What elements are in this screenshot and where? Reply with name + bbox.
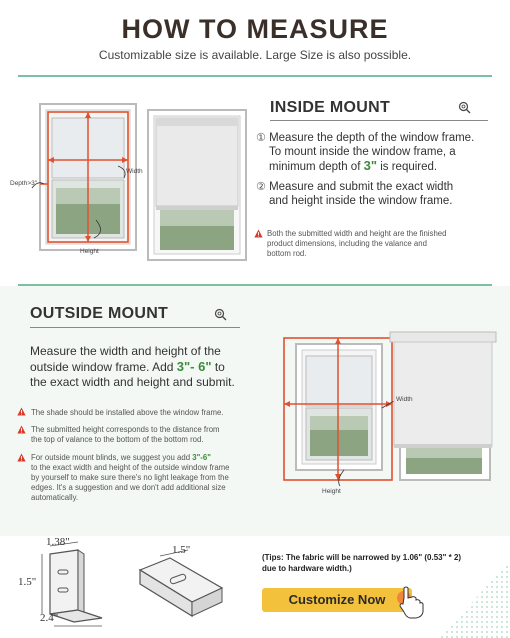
outside-note-2: The submitted height corresponds to the distance from the top of valance to the bottom of the bottom rod. (31, 425, 220, 444)
divider (18, 75, 492, 77)
title-underline (30, 327, 240, 328)
bracket-dim-top: 1.38" (46, 536, 70, 548)
tips-text: (Tips: The fabric will be narrowed by 1.06" (0.53" * 2) due to hardware width.) (262, 553, 462, 573)
bracket-dim-right: 1.5" (172, 544, 191, 556)
page-title: HOW TO MEASURE (121, 14, 389, 44)
outside-width-label: Width (396, 396, 413, 403)
outside-height-label: Height (322, 488, 341, 495)
title-underline (270, 120, 488, 121)
outside-mount-illustration (276, 330, 501, 500)
inside-step-1: ① Measure the depth of the window frame. To mount inside the window frame, a minimum depth of 3" is required. (256, 132, 475, 173)
outside-mount-title: OUTSIDE MOUNT (30, 305, 169, 322)
outside-note-3: For outside mount blinds, we suggest you add 3"-6" to the exact width and height of the outside window frame by yourself to make sure there's no light leakage from the edges. It's a suggestion and we don't add additional size automatically. (31, 453, 230, 502)
page-subtitle: Customizable size is available. Large Size is also possible. (98, 48, 412, 62)
warning-icon (17, 407, 26, 416)
outside-note-1: The shade should be installed above the window frame. (31, 408, 224, 417)
magnifier-icon (458, 101, 471, 114)
warning-icon (254, 229, 263, 238)
warning-icon (17, 453, 26, 462)
outside-description: Measure the width and height of the outside window frame. Add 3"- 6" to the exact width and height and submit. (30, 344, 235, 389)
bracket-dim-left: 1.5" (18, 576, 37, 588)
decorative-dot-pattern (440, 560, 510, 638)
hand-cursor-icon (392, 584, 432, 620)
depth-label: Depth>3" (10, 180, 38, 187)
inside-mount-title: INSIDE MOUNT (270, 99, 391, 116)
height-label: Height (80, 248, 99, 255)
magnifier-icon (214, 308, 227, 321)
customize-now-button[interactable] (262, 588, 412, 612)
width-label: Width (126, 168, 143, 175)
inside-mount-illustration (10, 92, 248, 272)
inside-note: Both the submitted width and height are the finished product dimensions, including the valance and bottom rod. (267, 229, 447, 258)
warning-icon (17, 425, 26, 434)
bracket-side-illustration (130, 548, 230, 628)
inside-step-2: ② Measure and submit the exact width and height inside the window frame. (256, 181, 454, 207)
customize-now-label: Customize Now (288, 592, 386, 607)
bracket-dim-bottom: 2.4" (40, 612, 59, 624)
